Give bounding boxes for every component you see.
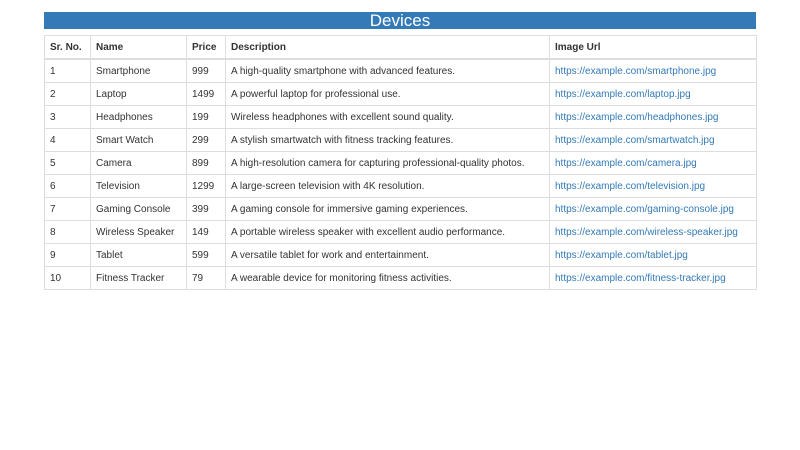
table-row [45, 175, 757, 198]
cell-name: Gaming Console [91, 198, 187, 221]
cell-sr-no: 5 [45, 152, 91, 175]
image-url-link[interactable]: https://example.com/gaming-console.jpg [555, 203, 734, 215]
cell-description: A powerful laptop for professional use. [226, 83, 550, 106]
cell-sr-no: 4 [45, 129, 91, 152]
cell-sr-no: 8 [45, 221, 91, 244]
cell-price: 149 [187, 221, 226, 244]
table-row [45, 244, 757, 267]
cell-price: 299 [187, 129, 226, 152]
cell-image-url [550, 198, 757, 221]
cell-image-url [550, 59, 757, 83]
cell-price: 899 [187, 152, 226, 175]
devices-table [44, 35, 757, 290]
image-url-link[interactable]: https://example.com/television.jpg [555, 180, 706, 192]
cell-sr-no: 1 [45, 59, 91, 83]
cell-price: 1499 [187, 83, 226, 106]
cell-name: Laptop [91, 83, 187, 106]
column-header-name: Name [91, 36, 187, 60]
cell-name: Smartphone [91, 59, 187, 83]
cell-price: 79 [187, 267, 226, 290]
cell-price: 1299 [187, 175, 226, 198]
table-row [45, 129, 757, 152]
table-row [45, 198, 757, 221]
cell-image-url [550, 244, 757, 267]
cell-description: A versatile tablet for work and entertainment. [226, 244, 550, 267]
cell-description: A stylish smartwatch with fitness tracking features. [226, 129, 550, 152]
cell-price: 599 [187, 244, 226, 267]
cell-image-url [550, 267, 757, 290]
page-title: Devices [44, 12, 756, 29]
cell-image-url [550, 221, 757, 244]
table-body [45, 59, 757, 290]
column-header-sr-no: Sr. No. [45, 36, 91, 60]
cell-name: Tablet [91, 244, 187, 267]
cell-description: A gaming console for immersive gaming experiences. [226, 198, 550, 221]
table-header-row [45, 36, 757, 60]
cell-sr-no: 3 [45, 106, 91, 129]
cell-sr-no: 2 [45, 83, 91, 106]
column-header-image-url: Image Url [550, 36, 757, 60]
cell-description: Wireless headphones with excellent sound quality. [226, 106, 550, 129]
cell-sr-no: 10 [45, 267, 91, 290]
image-url-link[interactable]: https://example.com/laptop.jpg [555, 88, 691, 100]
cell-sr-no: 7 [45, 198, 91, 221]
cell-price: 999 [187, 59, 226, 83]
image-url-link[interactable]: https://example.com/wireless-speaker.jpg [555, 226, 738, 238]
cell-price: 399 [187, 198, 226, 221]
cell-name: Wireless Speaker [91, 221, 187, 244]
column-header-description: Description [226, 36, 550, 60]
table-row [45, 267, 757, 290]
table-row [45, 221, 757, 244]
cell-name: Fitness Tracker [91, 267, 187, 290]
column-header-price: Price [187, 36, 226, 60]
image-url-link[interactable]: https://example.com/smartphone.jpg [555, 65, 717, 77]
cell-name: Camera [91, 152, 187, 175]
cell-price: 199 [187, 106, 226, 129]
cell-sr-no: 9 [45, 244, 91, 267]
table-row [45, 152, 757, 175]
image-url-link[interactable]: https://example.com/tablet.jpg [555, 249, 688, 261]
cell-description: A high-quality smartphone with advanced features. [226, 59, 550, 83]
cell-name: Smart Watch [91, 129, 187, 152]
cell-name: Television [91, 175, 187, 198]
cell-image-url [550, 106, 757, 129]
cell-sr-no: 6 [45, 175, 91, 198]
cell-description: A wearable device for monitoring fitness activities. [226, 267, 550, 290]
page [44, 12, 756, 290]
cell-image-url [550, 129, 757, 152]
table-row [45, 59, 757, 83]
cell-image-url [550, 152, 757, 175]
image-url-link[interactable]: https://example.com/camera.jpg [555, 157, 697, 169]
table-row [45, 106, 757, 129]
image-url-link[interactable]: https://example.com/fitness-tracker.jpg [555, 272, 726, 284]
image-url-link[interactable]: https://example.com/smartwatch.jpg [555, 134, 715, 146]
cell-image-url [550, 83, 757, 106]
cell-name: Headphones [91, 106, 187, 129]
table-row [45, 83, 757, 106]
cell-image-url [550, 175, 757, 198]
image-url-link[interactable]: https://example.com/headphones.jpg [555, 111, 719, 123]
cell-description: A high-resolution camera for capturing professional-quality photos. [226, 152, 550, 175]
cell-description: A large-screen television with 4K resolution. [226, 175, 550, 198]
cell-description: A portable wireless speaker with excellent audio performance. [226, 221, 550, 244]
